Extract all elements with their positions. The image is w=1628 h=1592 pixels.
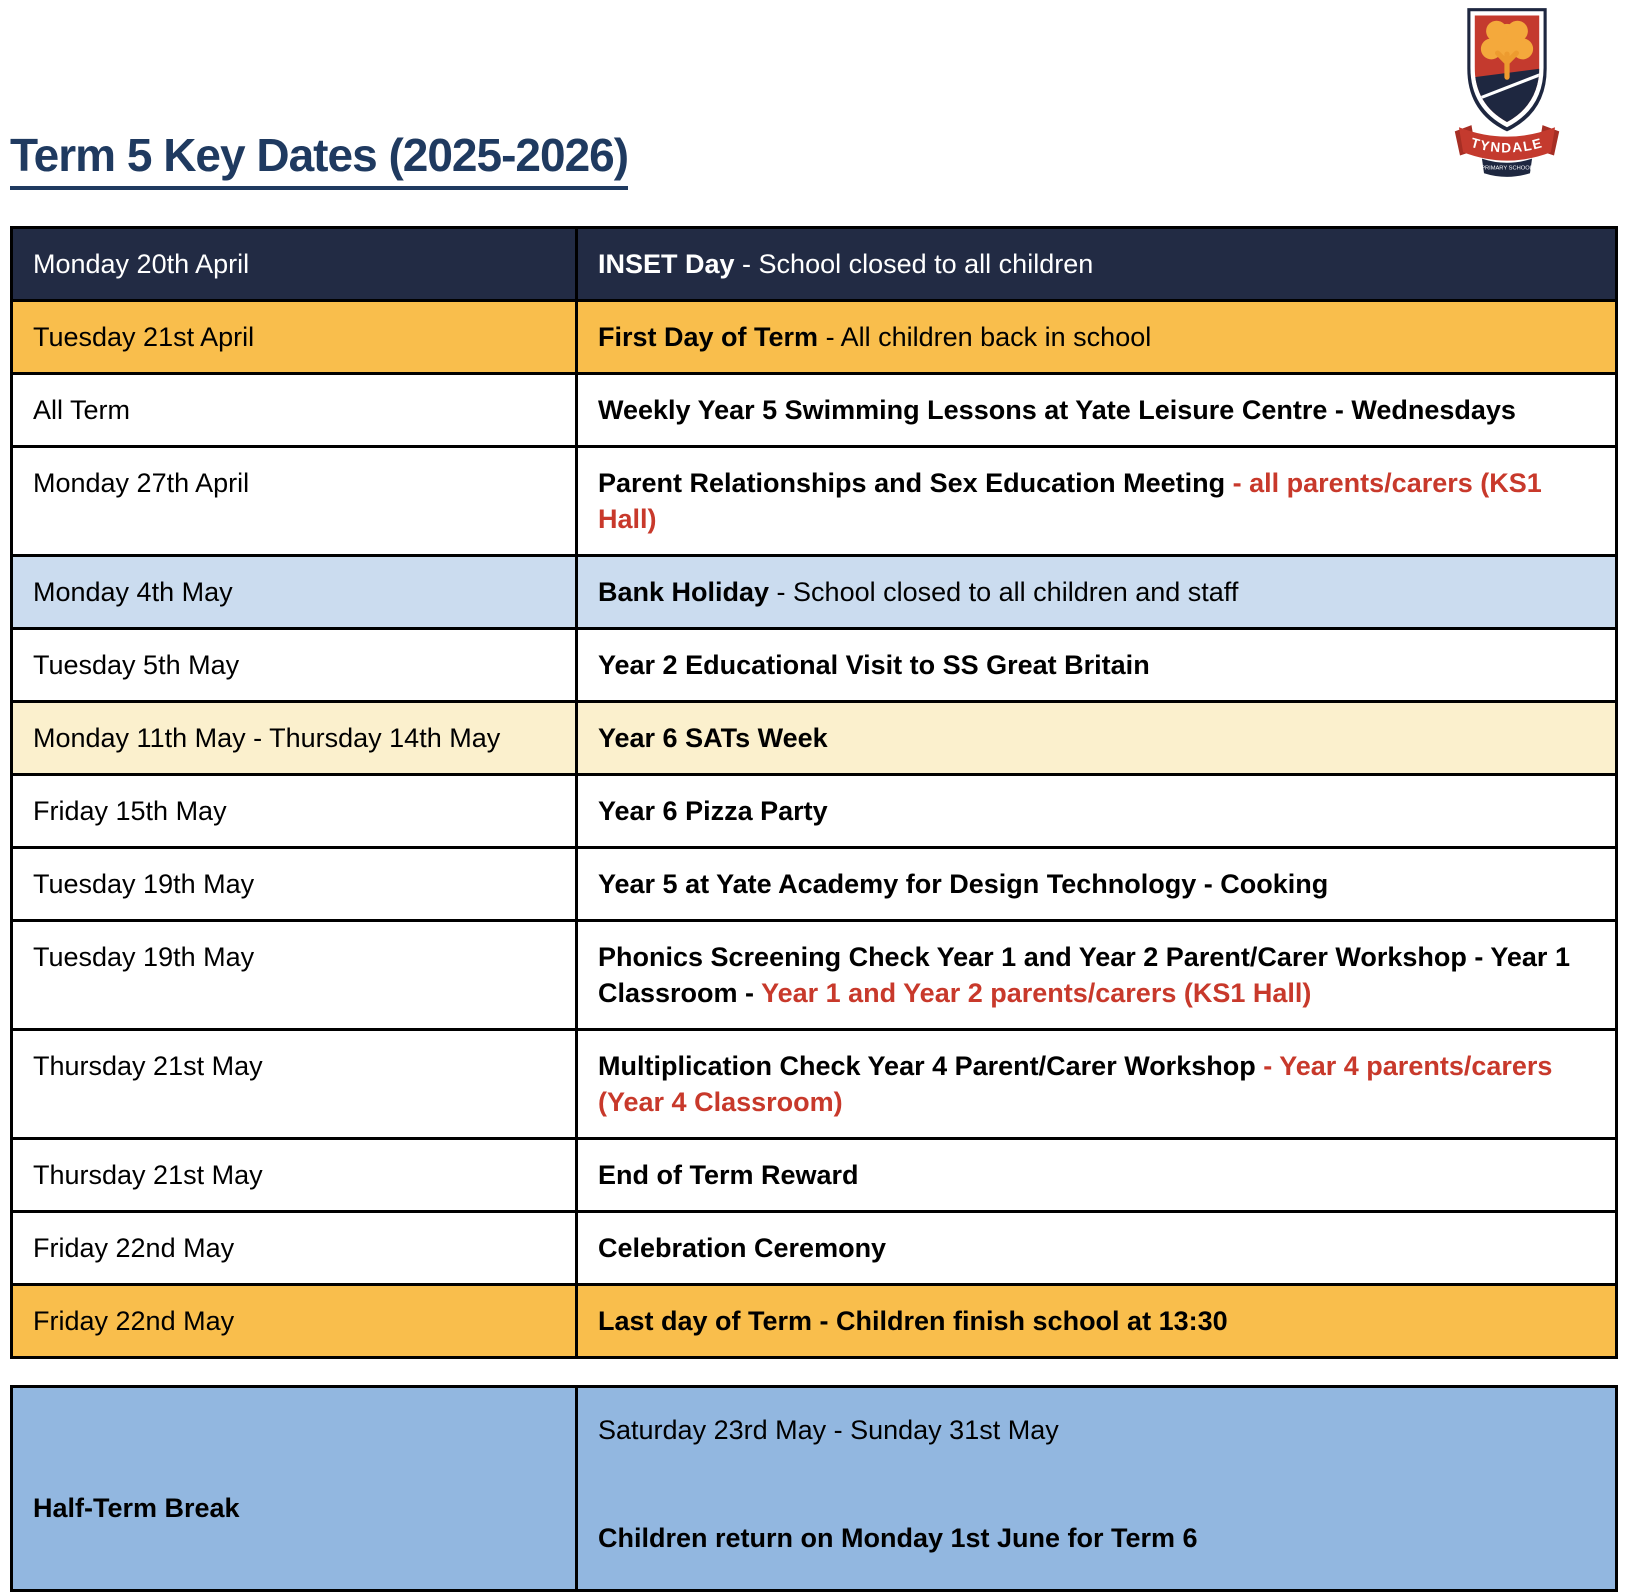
event-text-segment: Phonics Screening Check Year 1 and Year 2 Parent/Carer Workshop - Year 1 Classroom - bbox=[598, 941, 1570, 1008]
half-term-label: Half-Term Break bbox=[33, 1492, 240, 1523]
table-row bbox=[13, 849, 1615, 922]
event-text-segment: Year 1 and Year 2 parents/carers (KS1 Hall) bbox=[761, 977, 1312, 1008]
date-cell bbox=[13, 448, 578, 554]
school-logo bbox=[1444, 4, 1570, 192]
date-cell bbox=[13, 703, 578, 773]
sub-banner bbox=[1481, 159, 1533, 177]
table-row bbox=[13, 1031, 1615, 1140]
table-row bbox=[13, 1213, 1615, 1286]
date-label: Monday 27th April bbox=[33, 467, 250, 498]
date-label: Friday 22nd May bbox=[33, 1232, 235, 1263]
half-term-dates: Saturday 23rd May - Sunday 31st May bbox=[598, 1414, 1059, 1445]
event-text-segment: Weekly Year 5 Swimming Lessons at Yate Leisure Centre - Wednesdays bbox=[598, 394, 1516, 425]
date-label: Tuesday 5th May bbox=[33, 649, 240, 680]
date-label: Friday 15th May bbox=[33, 795, 227, 826]
date-cell bbox=[13, 776, 578, 846]
date-label: Monday 11th May - Thursday 14th May bbox=[33, 722, 501, 753]
date-cell bbox=[13, 630, 578, 700]
date-label: Thursday 21st May bbox=[33, 1159, 263, 1190]
event-text-segment: Year 2 Educational Visit to SS Great Britain bbox=[598, 649, 1150, 680]
date-label: Monday 4th May bbox=[33, 576, 233, 607]
event-cell bbox=[578, 557, 1615, 627]
date-label: Monday 20th April bbox=[33, 248, 250, 279]
table-row bbox=[13, 1286, 1615, 1356]
event-text-segment: - School closed to all children and staff bbox=[769, 576, 1239, 607]
event-text-segment: Celebration Ceremony bbox=[598, 1232, 887, 1263]
table-row bbox=[13, 922, 1615, 1031]
event-cell bbox=[578, 229, 1615, 299]
event-cell bbox=[578, 302, 1615, 372]
half-term-detail-cell bbox=[578, 1388, 1615, 1589]
table-row bbox=[13, 630, 1615, 703]
date-cell bbox=[13, 375, 578, 445]
shield-icon bbox=[1467, 8, 1546, 131]
table-row bbox=[13, 776, 1615, 849]
date-label: Tuesday 19th May bbox=[33, 868, 255, 899]
page-title: Term 5 Key Dates (2025-2026) bbox=[10, 130, 628, 190]
event-text-segment: Year 6 SATs Week bbox=[598, 722, 828, 753]
event-cell bbox=[578, 1031, 1615, 1137]
key-dates-table bbox=[10, 226, 1618, 1359]
date-cell bbox=[13, 1140, 578, 1210]
event-text-segment: Multiplication Check Year 4 Parent/Carer Workshop bbox=[598, 1050, 1264, 1081]
event-cell bbox=[578, 922, 1615, 1028]
table-row bbox=[13, 448, 1615, 557]
event-cell bbox=[578, 703, 1615, 773]
event-text-segment: Year 5 at Yate Academy for Design Technology - Cooking bbox=[598, 868, 1329, 899]
event-text-segment: INSET Day bbox=[598, 248, 735, 279]
date-label: All Term bbox=[33, 394, 131, 425]
date-label: Friday 22nd May bbox=[33, 1305, 235, 1336]
half-term-return-note: Children return on Monday 1st June for Term 6 bbox=[598, 1522, 1198, 1553]
event-cell bbox=[578, 630, 1615, 700]
event-text-segment: First Day of Term bbox=[598, 321, 819, 352]
half-term-label-cell bbox=[13, 1388, 578, 1589]
event-text-segment: Parent Relationships and Sex Education Meeting bbox=[598, 467, 1233, 498]
event-cell bbox=[578, 849, 1615, 919]
event-text-segment: - Year 4 parents/carers (Year 4 Classroom) bbox=[598, 1050, 1553, 1117]
school-type-text: PRIMARY SCHOOL bbox=[1481, 165, 1533, 172]
event-text-segment: Bank Holiday bbox=[598, 576, 770, 607]
event-cell bbox=[578, 1140, 1615, 1210]
date-cell bbox=[13, 229, 578, 299]
event-cell bbox=[578, 1286, 1615, 1356]
half-term-section bbox=[10, 1385, 1618, 1592]
table-row bbox=[13, 302, 1615, 375]
date-cell bbox=[13, 1031, 578, 1137]
event-text-segment: - All children back in school bbox=[818, 321, 1152, 352]
table-row bbox=[13, 229, 1615, 302]
date-cell bbox=[13, 1213, 578, 1283]
table-row bbox=[13, 1140, 1615, 1213]
date-cell bbox=[13, 922, 578, 1028]
event-text-segment: Last day of Term - Children finish school at 13:30 bbox=[598, 1305, 1228, 1336]
event-cell bbox=[578, 375, 1615, 445]
table-row bbox=[13, 375, 1615, 448]
date-cell bbox=[13, 1286, 578, 1356]
date-cell bbox=[13, 849, 578, 919]
event-text-segment: - all parents/carers (KS1 Hall) bbox=[598, 467, 1542, 534]
table-row bbox=[13, 703, 1615, 776]
event-text-segment: Year 6 Pizza Party bbox=[598, 795, 828, 826]
school-name-text: TYNDALE bbox=[1469, 135, 1545, 156]
event-cell bbox=[578, 448, 1615, 554]
date-label: Thursday 21st May bbox=[33, 1050, 263, 1081]
table-row bbox=[13, 557, 1615, 630]
event-text-segment: - School closed to all children bbox=[734, 248, 1094, 279]
event-cell bbox=[578, 776, 1615, 846]
date-label: Tuesday 21st April bbox=[33, 321, 255, 352]
event-text-segment: End of Term Reward bbox=[598, 1159, 859, 1190]
event-cell bbox=[578, 1213, 1615, 1283]
date-label: Tuesday 19th May bbox=[33, 941, 255, 972]
date-cell bbox=[13, 302, 578, 372]
date-cell bbox=[13, 557, 578, 627]
